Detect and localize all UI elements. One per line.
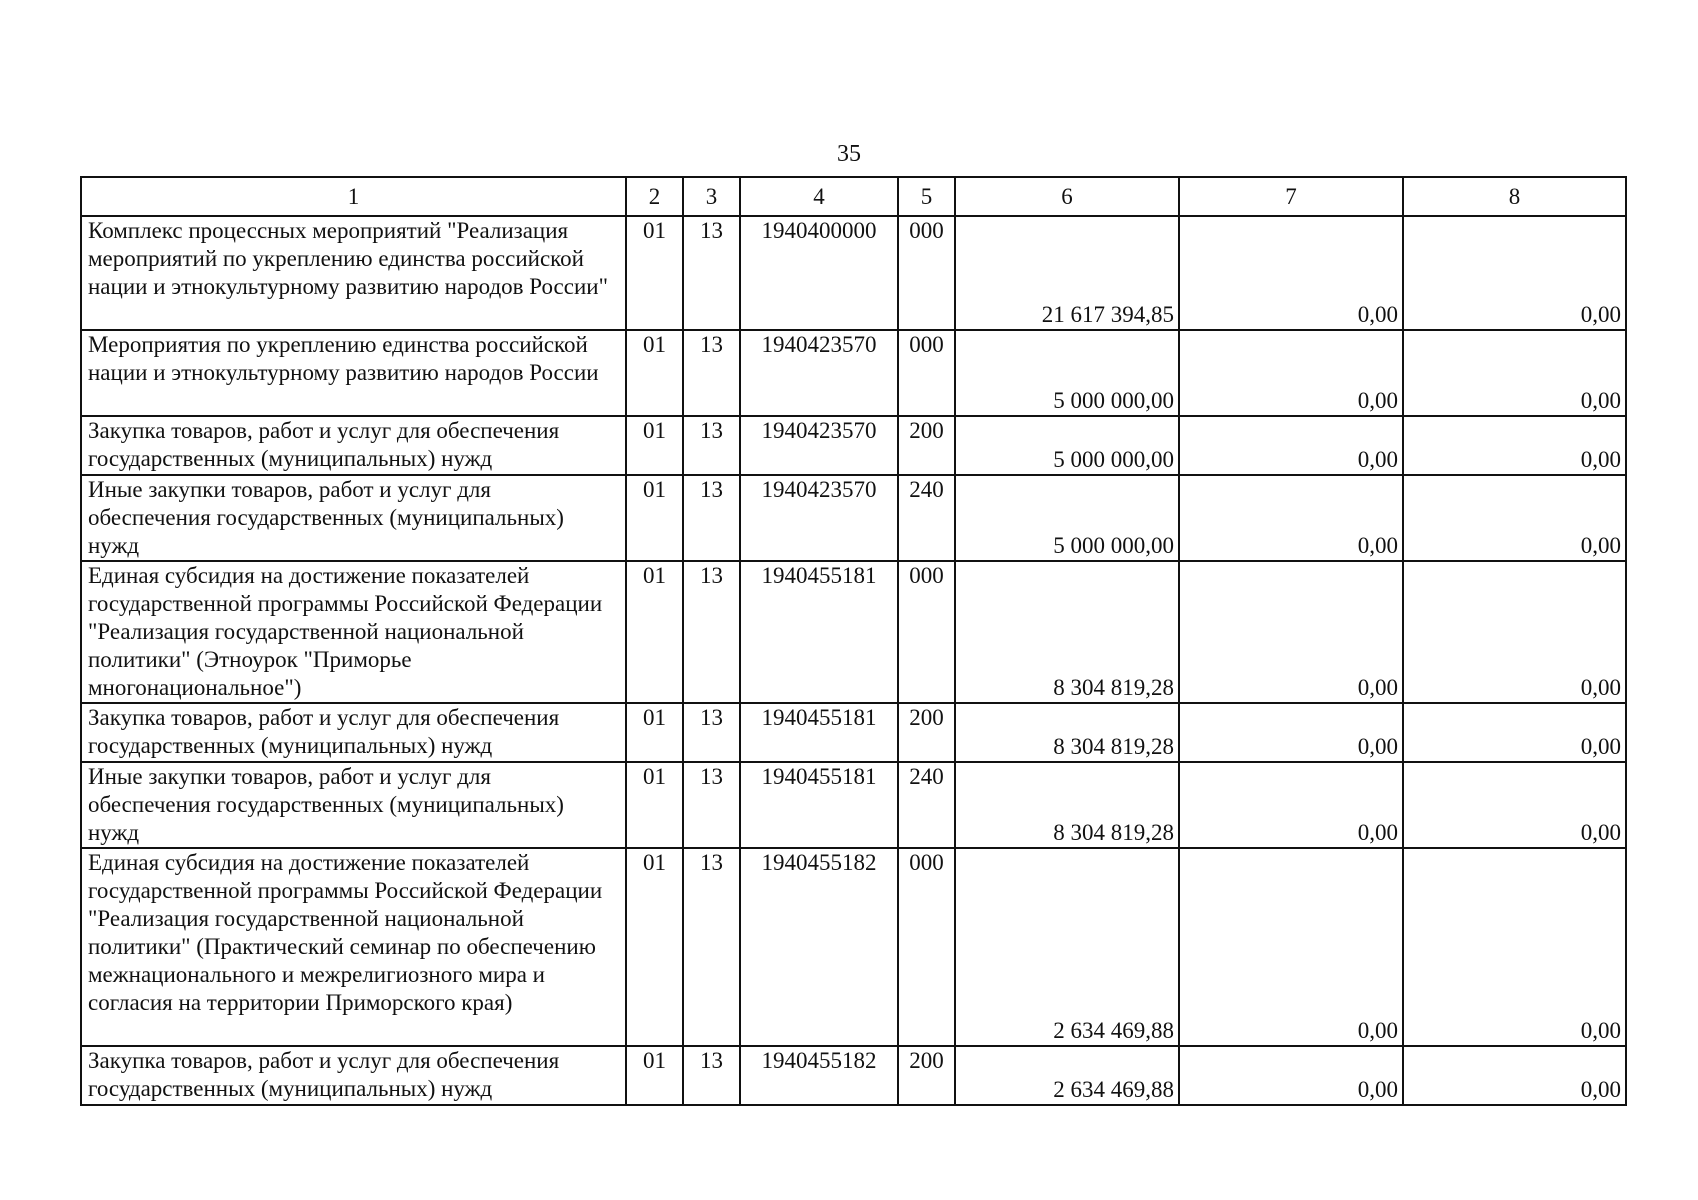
target-article-code: 1940455181 [740, 703, 898, 762]
expense-type-code: 000 [898, 848, 955, 1046]
column-header: 3 [683, 177, 740, 216]
amount-col-6: 5 000 000,00 [955, 475, 1179, 561]
amount-col-6: 8 304 819,28 [955, 703, 1179, 762]
section-code: 01 [626, 1046, 683, 1105]
amount-col-8: 0,00 [1403, 1046, 1626, 1105]
column-header: 4 [740, 177, 898, 216]
amount-col-7: 0,00 [1179, 703, 1403, 762]
expense-type-code: 200 [898, 1046, 955, 1105]
subsection-code: 13 [683, 475, 740, 561]
subsection-code: 13 [683, 416, 740, 475]
table-row [81, 475, 1626, 561]
amount-col-6: 5 000 000,00 [955, 330, 1179, 416]
row-name: Закупка товаров, работ и услуг для обеспечения государственных (муниципальных) нужд [81, 416, 626, 475]
expense-type-code: 240 [898, 475, 955, 561]
target-article-code: 1940455182 [740, 1046, 898, 1105]
table-row [81, 848, 1626, 1046]
amount-col-6: 2 634 469,88 [955, 1046, 1179, 1105]
target-article-code: 1940423570 [740, 475, 898, 561]
subsection-code: 13 [683, 216, 740, 330]
row-name: Закупка товаров, работ и услуг для обеспечения государственных (муниципальных) нужд [81, 703, 626, 762]
row-name: Иные закупки товаров, работ и услуг для обеспечения государственных (муниципальных) нужд [81, 475, 626, 561]
amount-col-6: 8 304 819,28 [955, 762, 1179, 848]
amount-col-8: 0,00 [1403, 703, 1626, 762]
column-header: 6 [955, 177, 1179, 216]
section-code: 01 [626, 475, 683, 561]
column-header: 2 [626, 177, 683, 216]
subsection-code: 13 [683, 330, 740, 416]
section-code: 01 [626, 762, 683, 848]
row-name: Иные закупки товаров, работ и услуг для обеспечения государственных (муниципальных) нужд [81, 762, 626, 848]
section-code: 01 [626, 330, 683, 416]
page-number: 35 [837, 141, 861, 167]
expense-type-code: 000 [898, 330, 955, 416]
amount-col-7: 0,00 [1179, 848, 1403, 1046]
amount-col-7: 0,00 [1179, 1046, 1403, 1105]
subsection-code: 13 [683, 1046, 740, 1105]
row-name: Мероприятия по укреплению единства российской нации и этнокультурному развитию народов России [81, 330, 626, 416]
row-name: Единая субсидия на достижение показателей государственной программы Российской Федерации "Реализация государственной национальной политики" (Практический семинар по обеспечению межнационального и межрелигиозного мира и согласия на территории Приморского края) [81, 848, 626, 1046]
table-row [81, 762, 1626, 848]
amount-col-6: 21 617 394,85 [955, 216, 1179, 330]
amount-col-7: 0,00 [1179, 475, 1403, 561]
amount-col-6: 8 304 819,28 [955, 561, 1179, 703]
column-header: 8 [1403, 177, 1626, 216]
amount-col-7: 0,00 [1179, 561, 1403, 703]
row-name: Закупка товаров, работ и услуг для обеспечения государственных (муниципальных) нужд [81, 1046, 626, 1105]
target-article-code: 1940423570 [740, 416, 898, 475]
table-row [81, 330, 1626, 416]
section-code: 01 [626, 848, 683, 1046]
row-name: Единая субсидия на достижение показателей государственной программы Российской Федерации "Реализация государственной национальной политики" (Этноурок "Приморье многонациональное") [81, 561, 626, 703]
column-header: 1 [81, 177, 626, 216]
budget-table [80, 176, 1627, 1106]
amount-col-6: 2 634 469,88 [955, 848, 1179, 1046]
expense-type-code: 240 [898, 762, 955, 848]
section-code: 01 [626, 416, 683, 475]
amount-col-8: 0,00 [1403, 216, 1626, 330]
amount-col-8: 0,00 [1403, 848, 1626, 1046]
expense-type-code: 000 [898, 216, 955, 330]
section-code: 01 [626, 703, 683, 762]
target-article-code: 1940455182 [740, 848, 898, 1046]
amount-col-8: 0,00 [1403, 475, 1626, 561]
table-row [81, 703, 1626, 762]
amount-col-7: 0,00 [1179, 416, 1403, 475]
subsection-code: 13 [683, 762, 740, 848]
subsection-code: 13 [683, 703, 740, 762]
table-row [81, 216, 1626, 330]
column-header: 7 [1179, 177, 1403, 216]
subsection-code: 13 [683, 561, 740, 703]
amount-col-8: 0,00 [1403, 416, 1626, 475]
expense-type-code: 200 [898, 416, 955, 475]
subsection-code: 13 [683, 848, 740, 1046]
amount-col-7: 0,00 [1179, 330, 1403, 416]
amount-col-6: 5 000 000,00 [955, 416, 1179, 475]
amount-col-8: 0,00 [1403, 330, 1626, 416]
column-header: 5 [898, 177, 955, 216]
target-article-code: 1940423570 [740, 330, 898, 416]
table-row [81, 561, 1626, 703]
section-code: 01 [626, 216, 683, 330]
amount-col-7: 0,00 [1179, 216, 1403, 330]
target-article-code: 1940400000 [740, 216, 898, 330]
expense-type-code: 200 [898, 703, 955, 762]
row-name: Комплекс процессных мероприятий "Реализация мероприятий по укреплению единства российской нации и этнокультурному развитию народов России" [81, 216, 626, 330]
table-row [81, 1046, 1626, 1105]
table-header-row [81, 177, 1626, 216]
table-row [81, 416, 1626, 475]
amount-col-8: 0,00 [1403, 561, 1626, 703]
target-article-code: 1940455181 [740, 762, 898, 848]
expense-type-code: 000 [898, 561, 955, 703]
amount-col-8: 0,00 [1403, 762, 1626, 848]
target-article-code: 1940455181 [740, 561, 898, 703]
amount-col-7: 0,00 [1179, 762, 1403, 848]
section-code: 01 [626, 561, 683, 703]
